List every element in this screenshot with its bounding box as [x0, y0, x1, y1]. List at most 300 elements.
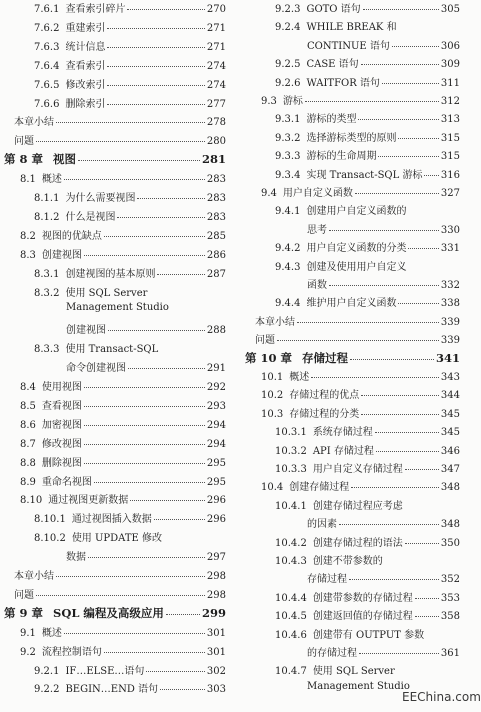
entry-title: 使用 SQL Server	[65, 287, 148, 299]
dot-leader	[376, 451, 439, 452]
dot-leader	[305, 101, 439, 102]
toc-entry[interactable]	[0, 643, 226, 658]
page-number: 339	[440, 316, 460, 328]
entry-number: 7.6.5	[34, 79, 60, 91]
toc-entry[interactable]	[0, 680, 226, 695]
dot-leader	[84, 406, 205, 407]
entry-title: 游标	[282, 96, 303, 107]
dot-leader	[84, 255, 205, 256]
page-number: 344	[440, 390, 460, 402]
toc-entry[interactable]	[241, 147, 460, 162]
toc-entry[interactable]	[0, 435, 226, 450]
entry-title: 的存储过程	[307, 648, 357, 659]
page-number: 299	[201, 605, 226, 620]
entry-number: 第 9 章	[4, 605, 44, 620]
dot-leader	[130, 500, 205, 501]
toc-chapter-row[interactable]	[0, 605, 226, 621]
page-number: 305	[440, 4, 460, 15]
dot-leader	[329, 230, 439, 231]
entry-title: 流程控制语句	[41, 646, 102, 658]
page-number: 350	[440, 537, 460, 549]
entry-title: 命令创建视图	[66, 363, 126, 375]
entry-number: 8.3.3	[34, 344, 60, 356]
dot-leader	[361, 64, 439, 65]
entry-number: 8.3.1	[34, 268, 60, 280]
toc-entry[interactable]	[0, 378, 226, 393]
page-number: 312	[440, 96, 460, 107]
toc-entry[interactable]	[241, 423, 460, 438]
entry-title: Management Studio	[66, 302, 169, 314]
page-number: 277	[206, 98, 226, 110]
dot-leader	[339, 524, 439, 525]
toc-entry[interactable]	[241, 313, 460, 328]
entry-title: 函数	[307, 280, 327, 291]
dot-leader	[398, 303, 438, 304]
toc-entry[interactable]	[241, 294, 460, 309]
dot-leader	[375, 432, 439, 433]
page-number: 283	[206, 174, 226, 186]
entry-number: 10.4.2	[275, 537, 307, 549]
entry-number: 9.3.3	[275, 151, 301, 163]
page-number: 303	[206, 684, 226, 696]
page-number: 288	[206, 325, 226, 337]
toc-entry[interactable]	[241, 276, 460, 291]
dot-leader	[64, 179, 205, 180]
toc-entry[interactable]	[241, 368, 460, 383]
dot-leader	[104, 652, 205, 653]
toc-entry[interactable]	[0, 302, 226, 313]
entry-title: 使用视图	[41, 382, 82, 393]
toc-chapter-row[interactable]	[241, 350, 460, 366]
page-number: 343	[440, 372, 460, 383]
dot-leader	[355, 193, 439, 194]
page-number: 330	[440, 224, 460, 236]
entry-title: 用户自定义函数的分类	[306, 243, 407, 255]
page-number: 301	[206, 627, 226, 639]
toc-entry[interactable]	[0, 491, 226, 506]
dot-leader	[398, 138, 438, 139]
entry-title: 实现 Transact-SQL 游标	[306, 169, 423, 181]
dot-leader	[311, 377, 439, 378]
entry-title: 的因素	[307, 519, 337, 531]
toc-entry[interactable]	[241, 258, 460, 273]
dot-leader	[408, 248, 438, 249]
page-number: 327	[440, 188, 460, 199]
toc-entry[interactable]	[0, 76, 226, 91]
page-number: 345	[440, 408, 460, 420]
entry-title: 概述	[41, 174, 62, 186]
entry-number: 10.3.3	[275, 464, 307, 475]
dot-leader	[36, 141, 205, 142]
entry-title: 问题	[14, 589, 34, 601]
entry-title: 用户自定义函数	[282, 188, 353, 199]
dot-leader	[378, 156, 438, 157]
page-number: 309	[440, 59, 460, 71]
dot-leader	[160, 689, 205, 690]
page-number: 332	[440, 280, 460, 291]
toc-entry[interactable]	[241, 607, 460, 622]
dot-leader	[128, 368, 205, 369]
page-number: 353	[440, 592, 460, 604]
entry-title: 创建不带参数的	[312, 556, 383, 567]
dot-leader	[415, 616, 439, 617]
entry-title: 通过视图插入数据	[71, 514, 152, 526]
toc-entry[interactable]	[241, 202, 460, 217]
toc-entry[interactable]	[0, 548, 226, 563]
page-number: 278	[206, 117, 226, 129]
entry-number: 10.4.7	[275, 666, 307, 678]
entry-number: 7.6.3	[34, 41, 60, 53]
toc-entry[interactable]	[0, 284, 226, 299]
entry-number: 9.2.6	[275, 77, 301, 89]
page-number: 306	[440, 40, 460, 52]
toc-entry[interactable]	[241, 0, 460, 15]
toc-entry[interactable]	[241, 129, 460, 144]
toc-entry[interactable]	[0, 510, 226, 525]
toc-entry[interactable]	[241, 497, 460, 512]
dot-leader	[104, 236, 205, 237]
entry-number: 8.8	[20, 457, 36, 469]
entry-number: 8.1.1	[34, 193, 60, 204]
dot-leader	[350, 359, 434, 360]
page-number: 296	[206, 495, 226, 507]
entry-number: 8.3.2	[34, 287, 60, 299]
page-number: 345	[440, 427, 460, 439]
toc-entry[interactable]	[0, 208, 226, 223]
dot-leader	[84, 387, 205, 388]
entry-title: API 存储过程	[312, 445, 374, 457]
toc-entry[interactable]	[0, 38, 226, 53]
entry-number: 9.2	[20, 646, 36, 658]
entry-title: 重命名视图	[41, 476, 92, 488]
entry-title: 存储过程的分类	[289, 408, 360, 420]
toc-entry[interactable]	[241, 478, 460, 493]
dot-leader	[107, 28, 204, 29]
page-number: 313	[440, 114, 460, 126]
toc-chapter-row[interactable]	[0, 151, 226, 167]
page-number: 315	[440, 151, 460, 163]
toc-entry[interactable]	[241, 570, 460, 585]
entry-title: WAITFOR 语句	[306, 77, 380, 89]
toc-entry[interactable]	[0, 397, 226, 412]
dot-leader	[117, 217, 204, 218]
entry-title: 查看索引	[65, 60, 106, 72]
toc-entry[interactable]	[241, 626, 460, 641]
page-number: 293	[206, 400, 226, 412]
dot-leader	[359, 653, 439, 654]
page-number: 274	[206, 79, 226, 91]
entry-number: 10.3.2	[275, 445, 307, 457]
toc-entry[interactable]	[0, 189, 226, 204]
dot-leader	[361, 395, 439, 396]
dot-leader	[146, 671, 204, 672]
entry-number: 9.1	[20, 627, 36, 639]
toc-entry[interactable]	[241, 589, 460, 604]
entry-title: 游标的类型	[306, 114, 357, 126]
entry-title: 查看视图	[41, 400, 82, 412]
toc-entry[interactable]	[241, 386, 460, 401]
entry-title: 删除视图	[41, 457, 82, 469]
toc-entry[interactable]	[241, 442, 460, 457]
page-number: 315	[440, 132, 460, 144]
entry-title: 创建存储过程	[289, 482, 350, 494]
entry-title: 创建带有 OUTPUT 参数	[312, 629, 425, 641]
entry-title: 创建视图的基本原则	[65, 268, 156, 280]
dot-leader	[127, 9, 204, 10]
toc-entry[interactable]	[0, 227, 226, 242]
dot-leader	[358, 119, 438, 120]
entry-title: 什么是视图	[65, 211, 116, 223]
toc-entry[interactable]	[0, 246, 226, 261]
page-number: 311	[440, 77, 460, 89]
entry-number: 10.4.5	[275, 611, 307, 623]
dot-leader	[392, 46, 439, 47]
dot-leader	[361, 414, 439, 415]
page-number: 347	[440, 464, 460, 475]
entry-title: 创建用户自定义函数的	[306, 206, 407, 218]
page-number: 294	[206, 438, 226, 450]
entry-title: SQL 编程及高级应用	[53, 605, 164, 620]
dot-leader	[137, 198, 204, 199]
entry-title: 使用 Transact-SQL	[65, 344, 159, 356]
entry-title: 使用 SQL Server	[312, 666, 395, 678]
entry-number: 10.3.1	[275, 427, 307, 439]
toc-entry[interactable]	[241, 92, 460, 107]
entry-number: 8.1	[20, 174, 36, 186]
toc-entry[interactable]	[241, 74, 460, 89]
page-number: 361	[440, 648, 460, 659]
entry-title: 修改索引	[65, 79, 106, 91]
toc-entry[interactable]	[241, 18, 460, 33]
entry-title: 统计信息	[65, 41, 106, 53]
entry-title: Management Studio	[307, 680, 410, 692]
entry-title: 概述	[289, 372, 310, 383]
entry-number: 9.4.3	[275, 261, 301, 273]
page-number: 270	[206, 4, 226, 15]
entry-number: 7.6.6	[34, 98, 60, 110]
toc-entry[interactable]	[241, 460, 460, 475]
page-number: 346	[440, 445, 460, 457]
entry-number: 9.2.2	[34, 684, 60, 696]
entry-number: 第 8 章	[4, 152, 44, 167]
page-number: 295	[206, 457, 226, 469]
dot-leader	[107, 66, 204, 67]
page-number: 352	[440, 574, 460, 586]
toc-entry[interactable]	[0, 454, 226, 469]
page-number: 274	[206, 60, 226, 72]
toc-entry[interactable]	[0, 529, 226, 544]
page-number: 291	[206, 363, 226, 375]
dot-leader	[154, 519, 205, 520]
dot-leader	[415, 598, 439, 599]
page-number: 298	[206, 571, 226, 582]
toc-entry[interactable]	[0, 359, 226, 374]
toc-entry[interactable]	[0, 473, 226, 488]
toc-entry[interactable]	[241, 552, 460, 567]
entry-number: 8.9	[20, 476, 36, 488]
dot-leader	[64, 633, 205, 634]
toc-entry[interactable]	[0, 95, 226, 110]
toc-entry[interactable]	[241, 515, 460, 530]
page-number: 302	[206, 665, 226, 677]
entry-number: 9.4.4	[275, 298, 301, 310]
entry-title: 为什么需要视图	[65, 193, 136, 204]
entry-number: 9.2.5	[275, 59, 301, 71]
dot-leader	[84, 425, 205, 426]
toc-entry[interactable]	[0, 340, 226, 355]
dot-leader	[56, 122, 205, 123]
toc-entry[interactable]	[0, 586, 226, 601]
toc-entry[interactable]	[241, 644, 460, 659]
toc-entry[interactable]	[241, 405, 460, 420]
entry-number: 8.5	[20, 400, 36, 412]
page-number: 341	[435, 350, 460, 365]
toc-entry[interactable]	[241, 221, 460, 236]
dot-leader	[84, 444, 205, 445]
entry-title: 选择游标类型的原则	[306, 132, 397, 144]
page-number: 294	[206, 419, 226, 431]
toc-entry[interactable]	[0, 0, 226, 15]
entry-title: 本章小结	[255, 316, 295, 328]
page-number: 348	[440, 519, 460, 531]
page-number: 271	[206, 22, 226, 34]
page-number: 295	[206, 476, 226, 488]
dot-leader	[78, 160, 200, 161]
entry-number: 9.2.1	[34, 665, 60, 677]
dot-leader	[108, 330, 205, 331]
toc-entry[interactable]	[0, 132, 226, 147]
entry-title: 问题	[14, 136, 34, 148]
page-number: 339	[440, 335, 460, 347]
entry-number: 7.6.1	[34, 4, 60, 15]
entry-title: 创建视图	[66, 325, 106, 337]
entry-number: 9.3.2	[275, 132, 301, 144]
dot-leader	[107, 85, 204, 86]
entry-title: 系统存储过程	[312, 427, 373, 439]
entry-number: 10.4	[261, 482, 284, 494]
dot-leader	[349, 579, 439, 580]
dot-leader	[297, 322, 439, 323]
entry-number: 7.6.4	[34, 60, 60, 72]
toc-entry[interactable]	[0, 416, 226, 431]
entry-title: 概述	[41, 627, 62, 639]
entry-title: 思考	[307, 224, 327, 236]
entry-number: 9.2.3	[275, 4, 301, 15]
entry-number: 10.4.1	[275, 500, 307, 512]
page-number: 286	[206, 249, 226, 261]
dot-leader	[424, 175, 438, 176]
page-number: 283	[206, 193, 226, 204]
entry-title: GOTO 语句	[306, 4, 361, 15]
toc-entry[interactable]	[241, 331, 460, 346]
toc-entry[interactable]	[0, 624, 226, 639]
entry-title: 创建视图	[41, 249, 82, 261]
page-number: 280	[206, 136, 226, 148]
entry-title: 创建存储过程的语法	[312, 537, 403, 549]
page-number: 281	[201, 152, 226, 167]
entry-number: 7.6.2	[34, 22, 60, 34]
entry-number: 9.3.1	[275, 114, 301, 126]
toc-entry[interactable]	[0, 662, 226, 677]
page-number: 301	[206, 646, 226, 658]
entry-number: 9.4	[261, 188, 277, 199]
entry-title: 使用 UPDATE 修改	[71, 533, 162, 545]
page-number: 292	[206, 382, 226, 393]
entry-title: 视图的优缺点	[41, 230, 102, 242]
entry-title: 查看索引碎片	[65, 4, 126, 15]
page-number: 298	[206, 589, 226, 601]
entry-number: 8.4	[20, 382, 36, 393]
toc-entry[interactable]	[241, 239, 460, 254]
page-number: 358	[440, 611, 460, 623]
page-number: 316	[440, 169, 460, 181]
entry-title: 创建返回值的存储过程	[312, 611, 413, 623]
page-number: 283	[206, 211, 226, 223]
dot-leader	[351, 487, 439, 488]
entry-number: 10.4.6	[275, 629, 307, 641]
dot-leader	[382, 83, 439, 84]
toc-entry[interactable]	[241, 110, 460, 125]
entry-title: 修改视图	[41, 438, 82, 450]
toc-entry[interactable]	[241, 662, 460, 677]
toc-entry[interactable]	[0, 19, 226, 34]
entry-title: 游标的生命周期	[306, 151, 377, 163]
page-number: 271	[206, 41, 226, 53]
dot-leader	[107, 104, 204, 105]
toc-entry[interactable]	[241, 534, 460, 549]
entry-title: 数据	[66, 552, 86, 564]
dot-leader	[277, 340, 439, 341]
toc-entry[interactable]	[241, 37, 460, 52]
entry-number: 8.10.2	[34, 533, 66, 545]
entry-title: 加密视图	[41, 419, 82, 431]
dot-leader	[56, 576, 205, 577]
toc-entry[interactable]	[0, 321, 226, 336]
entry-title: 本章小结	[14, 117, 54, 129]
dot-leader	[329, 285, 439, 286]
toc-entry[interactable]	[0, 567, 226, 582]
entry-title: 问题	[255, 335, 275, 347]
dot-leader	[166, 614, 200, 615]
toc-entry[interactable]	[0, 113, 226, 128]
entry-number: 10.1	[261, 372, 284, 383]
toc-entry[interactable]	[0, 57, 226, 72]
entry-title: 用户自定义存储过程	[312, 464, 403, 475]
toc-entry[interactable]	[241, 55, 460, 70]
entry-title: 本章小结	[14, 571, 54, 582]
toc-entry[interactable]	[241, 184, 460, 199]
page-number: 331	[440, 243, 460, 255]
toc-entry[interactable]	[0, 170, 226, 185]
entry-title: IF…ELSE…语句	[65, 665, 145, 677]
dot-leader	[36, 595, 205, 596]
toc-entry[interactable]	[0, 265, 226, 280]
dot-leader	[94, 482, 205, 483]
entry-title: CONTINUE 语句	[307, 40, 390, 52]
entry-number: 第 10 章	[245, 350, 293, 365]
page-number: 297	[206, 552, 226, 564]
dot-leader	[107, 47, 204, 48]
entry-title: 创建存储过程应考虑	[312, 500, 403, 512]
dot-leader	[405, 469, 439, 470]
toc-entry[interactable]	[241, 166, 460, 181]
dot-leader	[363, 9, 439, 10]
page-number: 285	[206, 230, 226, 242]
entry-number: 8.1.2	[34, 211, 60, 223]
entry-title: BEGIN…END 语句	[65, 684, 159, 696]
entry-number: 9.4.2	[275, 243, 301, 255]
dot-leader	[88, 557, 205, 558]
